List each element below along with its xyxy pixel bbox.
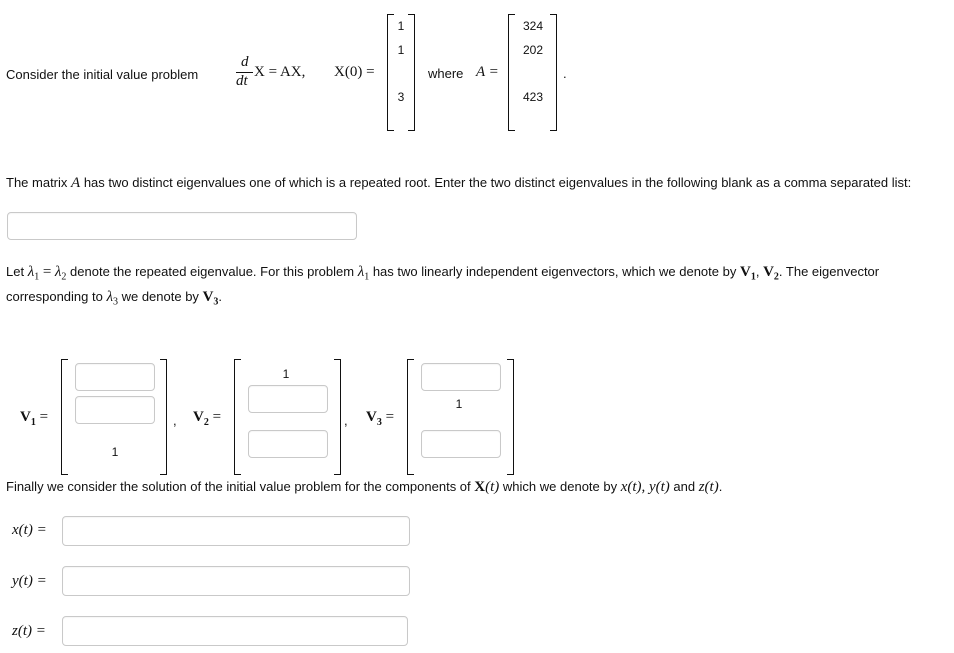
vector-separator: , bbox=[344, 413, 348, 428]
v3-entry-1-input[interactable] bbox=[421, 363, 501, 391]
x0-entry: 1 bbox=[397, 43, 405, 57]
v2-bracket-left bbox=[234, 359, 241, 475]
ode-dt: dt bbox=[236, 73, 248, 89]
eigenvalues-input[interactable] bbox=[7, 212, 357, 240]
v2-fixed-entry: 1 bbox=[282, 367, 290, 381]
x-t-label: x(t) = bbox=[12, 522, 47, 538]
q1-text: The matrix A has two distinct eigenvalues one of which is a repeated root. Enter the two distinct eigenvalues in the following blank as a comma separated list: bbox=[6, 175, 912, 191]
a-row: 324 bbox=[522, 19, 544, 33]
v2-entry-3-input[interactable] bbox=[248, 430, 328, 458]
x0-label: X(0) = bbox=[334, 64, 375, 80]
v3-bracket-right bbox=[507, 359, 514, 475]
x-t-input[interactable] bbox=[62, 516, 410, 546]
v1-label: $V_1$ = bbox=[20, 409, 49, 428]
v3-entry-3-input[interactable] bbox=[421, 430, 501, 458]
v2-entry-2-input[interactable] bbox=[248, 385, 328, 413]
v3-label: $V_3$ = bbox=[366, 409, 395, 428]
ode-d: d bbox=[241, 54, 249, 70]
ode-equation: X = AX, bbox=[254, 64, 306, 80]
v1-entry-2-input[interactable] bbox=[75, 396, 155, 424]
q2-text: Let $\lambda_1 = \lambda_2$ denote the repeated eigenvalue. For this problem $\lambda_1$ has two linearly independent eigenvectors, which we denote by $V_1$, $V_2$. The eigenvector corresponding to $\lambda_3$ we denote by $V_3$. bbox=[6, 264, 880, 308]
where-label: where bbox=[428, 66, 464, 81]
vector-separator: , bbox=[173, 413, 177, 428]
v1-fixed-entry: 1 bbox=[111, 445, 119, 459]
v1-bracket-right bbox=[160, 359, 167, 475]
final-text: Finally we consider the solution of the initial value problem for the components of X(t) which we denote by x(t), y(t) and z(t). bbox=[6, 479, 723, 495]
v1-bracket-left bbox=[61, 359, 68, 475]
v3-fixed-entry: 1 bbox=[455, 397, 463, 411]
z-t-input[interactable] bbox=[62, 616, 408, 646]
x0-entry: 1 bbox=[397, 19, 405, 33]
a-row: 423 bbox=[522, 90, 544, 104]
a-bracket-left bbox=[508, 14, 515, 131]
x0-entry: 3 bbox=[397, 90, 405, 104]
y-t-input[interactable] bbox=[62, 566, 410, 596]
v1-entry-1-input[interactable] bbox=[75, 363, 155, 391]
a-bracket-right bbox=[550, 14, 557, 131]
intro-lead: Consider the initial value problem bbox=[6, 67, 199, 82]
v3-bracket-left bbox=[407, 359, 414, 475]
a-label: A = bbox=[476, 64, 499, 80]
z-t-label: z(t) = bbox=[12, 623, 46, 639]
v2-label: $V_2$ = bbox=[193, 409, 222, 428]
v2-bracket-right bbox=[334, 359, 341, 475]
y-t-label: y(t) = bbox=[12, 573, 47, 589]
intro-period: . bbox=[563, 66, 567, 81]
a-row: 202 bbox=[522, 43, 544, 57]
